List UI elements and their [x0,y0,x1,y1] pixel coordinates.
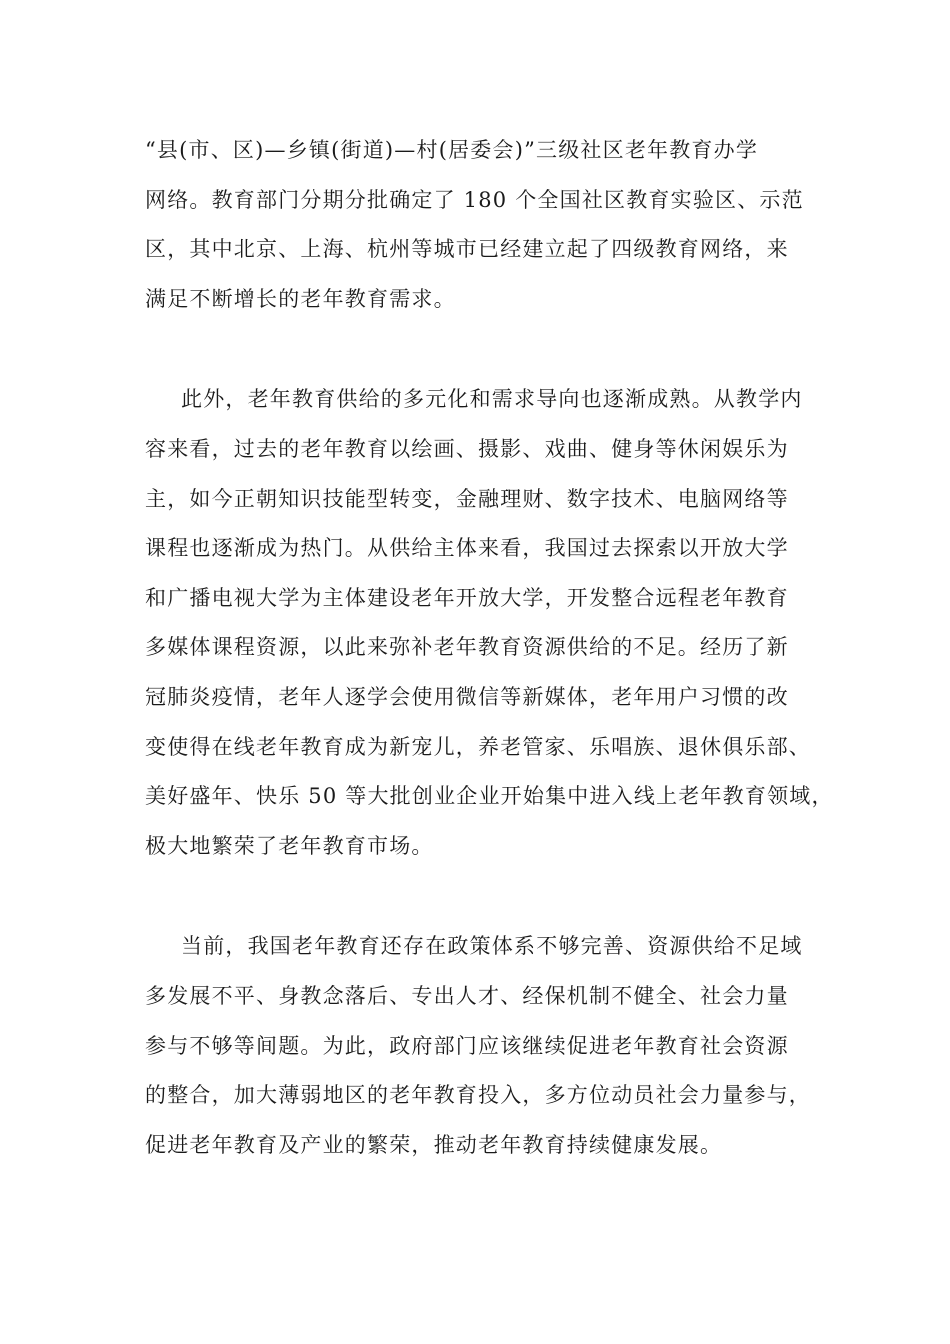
text-line: 网络。教育部门分期分批确定了 180 个全国社区教育实验区、示范 [145,187,804,212]
text-line: 冠肺炎疫情，老年人逐学会使用微信等新媒体，老年用户习惯的改 [145,684,789,709]
text-line: “县(市、区)—乡镇(街道)—村(居委会)”三级社区老年教育办学 [145,138,759,162]
text-line: 参与不够等间题。为此，政府部门应该继续促进老年教育社会资源 [145,1033,789,1058]
text-line: 美好盛年、快乐 50 等大批创业企业开始集中进入线上老年教育领域， [145,784,834,809]
text-line: 容来看，过去的老年教育以绘画、摄影、戏曲、健身等休闲娱乐为 [145,436,789,461]
text-line: 多发展不平、身教念落后、专出人才、经保机制不健全、社会力量 [145,983,789,1008]
text-line: 促进老年教育及产业的繁荣，推动老年教育持续健康发展。 [145,1132,723,1157]
text-line: 和广播电视大学为主体建设老年开放大学，开发整合远程老年教育 [145,585,789,610]
text-line: 此外，老年教育供给的多元化和需求导向也逐渐成熟。从教学内 [181,387,803,412]
text-line: 课程也逐渐成为热门。从供给主体来看，我国过去探索以开放大学 [145,536,789,561]
paragraph-2 [145,375,834,871]
document-body [145,126,834,1170]
paragraph-1 [145,126,825,324]
text-line: 的整合，加大薄弱地区的老年教育投入，多方位动员社会力量参与， [145,1083,811,1108]
text-line: 区，其中北京、上海、杭州等城市已经建立起了四级教育网络，来 [145,237,789,262]
text-line: 满足不断增长的老年教育需求。 [145,286,456,311]
text-line: 极大地繁荣了老年教育市场。 [145,833,434,858]
text-line: 当前，我国老年教育还存在政策体系不够完善、资源供给不足域 [181,934,803,959]
text-line: 主，如今正朝知识技能型转变，金融理财、数字技术、电脑网络等 [145,486,789,511]
text-line: 多媒体课程资源，以此来弥补老年教育资源供给的不足。经历了新 [145,635,789,660]
text-line: 变使得在线老年教育成为新宠儿，养老管家、乐唱族、退休俱乐部、 [145,734,811,759]
paragraph-3 [145,922,825,1170]
